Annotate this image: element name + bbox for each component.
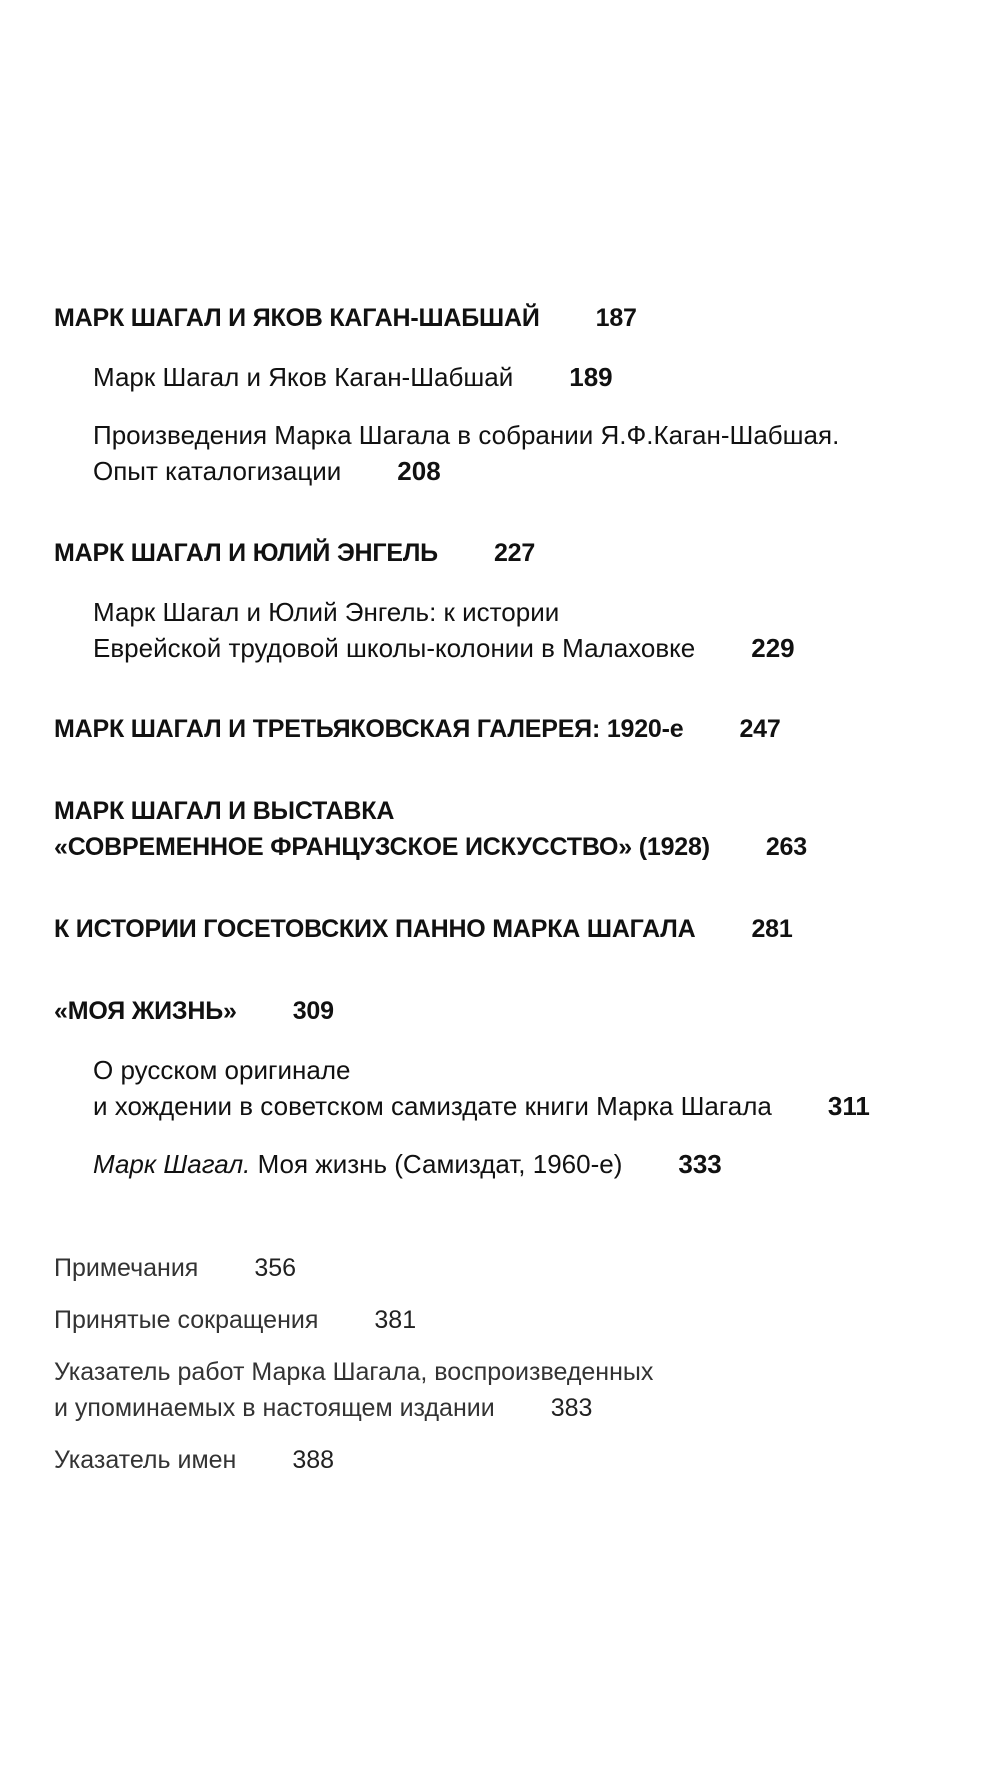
toc-entry-title: К ИСТОРИИ ГОСЕТОВСКИХ ПАННО МАРКА ШАГАЛА	[54, 915, 696, 943]
toc-entry-title: МАРК ШАГАЛ И ЮЛИЙ ЭНГЕЛЬ	[54, 539, 438, 567]
toc-page-number: 247	[739, 715, 781, 743]
toc-entry-title: МАРК ШАГАЛ И ЯКОВ КАГАН-ШАБШАЙ	[54, 304, 540, 332]
toc-entry-title: и хождении в советском самиздате книги Марка Шагала	[93, 1091, 772, 1121]
toc-entry-kagan-shabshai-article	[93, 364, 613, 390]
toc-page-number: 309	[292, 997, 334, 1025]
toc-entry-title: Указатель имен	[54, 1446, 237, 1474]
toc-entry-title: Указатель работ Марка Шагала, воспроизведенных	[54, 1358, 654, 1386]
toc-entry-title: Примечания	[54, 1254, 199, 1282]
toc-page-number: 383	[550, 1394, 593, 1422]
toc-entry-samizdat-line1	[93, 1057, 350, 1083]
toc-back-abbreviations	[54, 1308, 416, 1333]
toc-section-engel	[54, 541, 535, 566]
toc-back-names-index	[54, 1448, 334, 1473]
toc-section-tretyakov	[54, 717, 781, 742]
toc-entry-title: «СОВРЕМЕННОЕ ФРАНЦУЗСКОЕ ИСКУССТВО» (1928)	[54, 833, 710, 861]
toc-page-number: 388	[292, 1446, 335, 1474]
toc-entry-title: Опыт каталогизации	[93, 456, 342, 486]
toc-entry-title: Принятые сокращения	[54, 1306, 319, 1334]
toc-page-number: 208	[397, 456, 441, 486]
toc-entry-title: О русском оригинале	[93, 1055, 351, 1085]
toc-section-my-life	[54, 999, 334, 1024]
toc-section-goset-panels	[54, 917, 793, 942]
toc-entry-catalog-line1	[93, 422, 839, 448]
toc-entry-title: Марк Шагал и Яков Каган-Шабшай	[93, 362, 514, 392]
toc-page-number: 356	[254, 1254, 297, 1282]
toc-entry-title: и упоминаемых в настоящем издании	[54, 1394, 495, 1422]
toc-entry-title: Произведения Марка Шагала в собрании Я.Ф.Каган-Шабшая.	[93, 420, 840, 450]
toc-page-number: 381	[374, 1306, 417, 1334]
toc-page-number: 311	[827, 1091, 870, 1121]
toc-page-number: 333	[678, 1149, 722, 1179]
toc-page-number: 229	[751, 633, 795, 663]
toc-back-works-index-line1	[54, 1360, 653, 1385]
toc-entry-title: МАРК ШАГАЛ И ВЫСТАВКА	[54, 797, 395, 825]
toc-back-notes	[54, 1256, 296, 1281]
toc-section-kagan-shabshai	[54, 306, 637, 331]
toc-page-number: 187	[595, 304, 637, 332]
toc-entry-title: Моя жизнь (Самиздат, 1960-е)	[257, 1149, 623, 1179]
toc-entry-title: Марк Шагал и Юлий Энгель: к истории	[93, 597, 560, 627]
toc-entry-engel-line1	[93, 599, 559, 625]
toc-entry-samizdat-line2	[93, 1093, 870, 1119]
toc-entry-author: Марк Шагал.	[93, 1149, 251, 1179]
toc-page-number: 227	[493, 539, 536, 567]
toc-entry-my-life-text	[93, 1151, 722, 1177]
toc-page-number: 263	[765, 833, 807, 861]
toc-page-number: 281	[751, 915, 793, 943]
toc-entry-title: «МОЯ ЖИЗНЬ»	[54, 997, 237, 1025]
toc-page-number: 189	[569, 362, 613, 392]
toc-entry-title: МАРК ШАГАЛ И ТРЕТЬЯКОВСКАЯ ГАЛЕРЕЯ: 1920-е	[54, 715, 684, 743]
toc-section-exhibition-line2	[54, 835, 807, 860]
toc-entry-catalog-line2	[93, 458, 441, 484]
toc-entry-title: Еврейской трудовой школы-колонии в Малаховке	[93, 633, 696, 663]
toc-back-works-index-line2	[54, 1396, 592, 1421]
toc-section-exhibition-line1	[54, 799, 394, 824]
toc-entry-engel-line2	[93, 635, 795, 661]
